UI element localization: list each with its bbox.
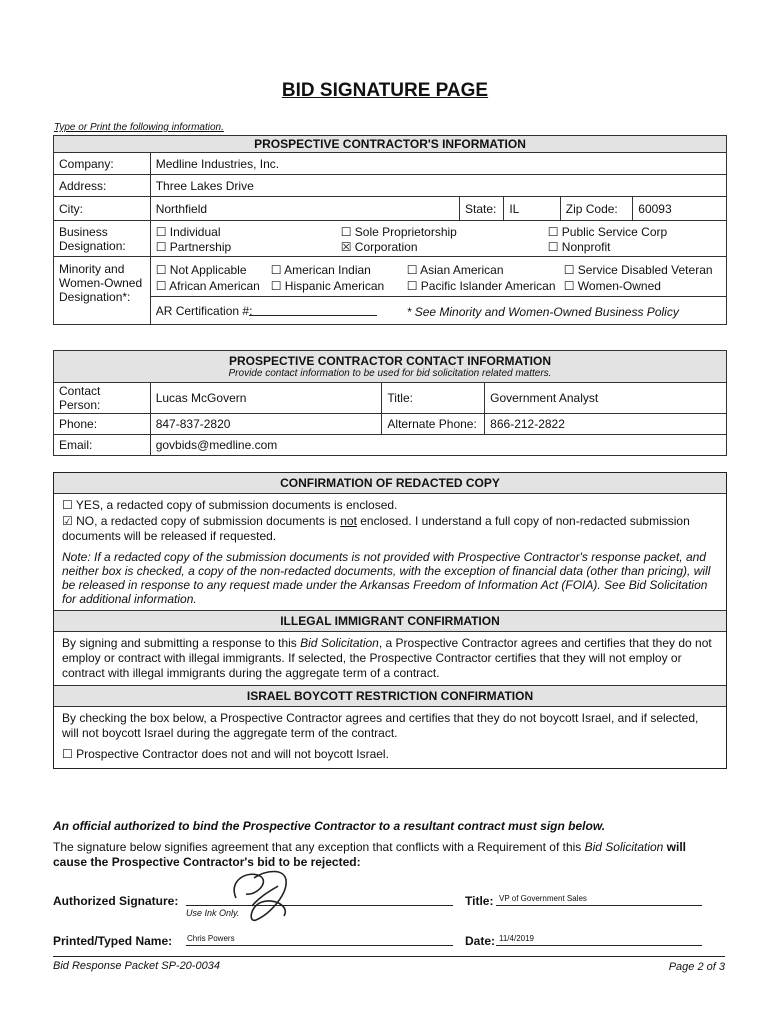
minority-designation-label: Minority and Women-Owned Designation*: bbox=[54, 257, 151, 325]
ar-certification-field[interactable] bbox=[249, 315, 377, 316]
contact-person-field[interactable]: Lucas McGovern bbox=[150, 383, 382, 414]
contractor-info-table bbox=[53, 135, 727, 325]
redacted-note: Note: If a redacted copy of the submission documents is not provided with Prospective Contractor's response packet, and neither box is checked, a copy of the non-redacted documents, with the exception of financial data (other than pricing), will be released in response to any request made under the Arkansas Freedom of Information Act (FOIA). See Bid Solicitation for additional information. bbox=[54, 548, 726, 611]
israel-boycott-text: By checking the box below, a Prospective Contractor agrees and certifies that they do not boycott Israel, and if selected, will not boycott Israel during the aggregate term of the contract. bbox=[62, 711, 699, 740]
email-label: Email: bbox=[54, 435, 151, 456]
contact-title-label: Title: bbox=[382, 383, 485, 414]
illegal-immigrant-header: ILLEGAL IMMIGRANT CONFIRMATION bbox=[54, 611, 726, 632]
option-nonprofit[interactable]: ☐ Nonprofit bbox=[547, 239, 611, 254]
policy-note: * See Minority and Women-Owned Business Policy bbox=[406, 304, 679, 319]
option-hispanic-american[interactable]: ☐ Hispanic American bbox=[270, 278, 385, 293]
city-field[interactable]: Northfield bbox=[150, 197, 459, 221]
city-label: City: bbox=[54, 197, 151, 221]
zip-field[interactable]: 60093 bbox=[633, 197, 727, 221]
contact-title-field[interactable]: Government Analyst bbox=[485, 383, 727, 414]
email-field[interactable]: govbids@medline.com bbox=[150, 435, 726, 456]
footer-page-number: Page 2 of 3 bbox=[668, 961, 725, 973]
option-pacific-islander[interactable]: ☐ Pacific Islander American bbox=[406, 278, 556, 293]
footer-left: Bid Response Packet SP-20-0034 bbox=[53, 960, 220, 972]
date-value: 11/4/2019 bbox=[499, 934, 534, 943]
redacted-yes-option[interactable]: ☐ YES, a redacted copy of submission documents is enclosed. bbox=[62, 498, 398, 512]
option-women-owned[interactable]: ☐ Women-Owned bbox=[563, 278, 661, 293]
instruction-text: Type or Print the following information. bbox=[54, 122, 224, 133]
option-sole-proprietorship[interactable]: ☐ Sole Proprietorship bbox=[340, 224, 457, 239]
confirmation-sections bbox=[53, 472, 727, 769]
title-label: Title: bbox=[465, 894, 494, 908]
address-field[interactable]: Three Lakes Drive bbox=[150, 175, 726, 197]
israel-boycott-checkbox[interactable]: ☐ Prospective Contractor does not and will not boycott Israel. bbox=[62, 747, 389, 761]
option-partnership[interactable]: ☐ Partnership bbox=[155, 239, 232, 254]
business-designation-label: Business Designation: bbox=[54, 221, 151, 257]
israel-boycott-header: ISRAEL BOYCOTT RESTRICTION CONFIRMATION bbox=[54, 686, 726, 707]
title-value: VP of Government Sales bbox=[499, 894, 587, 903]
illegal-immigrant-text: By signing and submitting a response to this Bid Solicitation, a Prospective Contractor agrees and certifies that they do not employ or contract with illegal immigrants. If selected, the Prospective Contractor certifies that they will not employ or contract with illegal immigrants during the aggregate term of a contract. bbox=[54, 632, 726, 686]
printed-name-value: Chris Powers bbox=[187, 934, 235, 943]
option-asian-american[interactable]: ☐ Asian American bbox=[406, 262, 504, 277]
company-field[interactable]: Medline Industries, Inc. bbox=[150, 153, 726, 175]
option-corporation[interactable]: ☒ Corporation bbox=[340, 239, 418, 254]
alternate-phone-label: Alternate Phone: bbox=[382, 414, 485, 435]
printed-name-label: Printed/Typed Name: bbox=[53, 934, 173, 948]
option-african-american[interactable]: ☐ African American bbox=[155, 278, 260, 293]
footer-rule bbox=[53, 956, 725, 957]
redacted-no-option[interactable]: ☑ NO, a redacted copy of submission documents is not enclosed. I understand a full copy of non-redacted submission documents will be released if requested. bbox=[62, 514, 690, 543]
option-individual[interactable]: ☐ Individual bbox=[155, 224, 221, 239]
contact-person-label: Contact Person: bbox=[54, 383, 151, 414]
contractor-info-header: PROSPECTIVE CONTRACTOR'S INFORMATION bbox=[54, 136, 727, 153]
option-service-disabled-veteran[interactable]: ☐ Service Disabled Veteran bbox=[563, 262, 713, 277]
ar-certification-label: AR Certification #: bbox=[155, 303, 253, 318]
authorized-signature-label: Authorized Signature: bbox=[53, 894, 179, 908]
printed-name-line[interactable] bbox=[186, 945, 453, 946]
redacted-copy-header: CONFIRMATION OF REDACTED COPY bbox=[54, 473, 726, 494]
phone-field[interactable]: 847-837-2820 bbox=[150, 414, 382, 435]
state-label: State: bbox=[460, 197, 504, 221]
contact-info-subheader: Provide contact information to be used for bid solicitation related matters. bbox=[228, 368, 552, 379]
option-american-indian[interactable]: ☐ American Indian bbox=[270, 262, 371, 277]
use-ink-note: Use Ink Only. bbox=[186, 908, 240, 918]
agreement-text: The signature below signifies agreement that any exception that conflicts with a Requirement of this Bid Solicitation will cause the Prospective Contractor's bid to be rejected: bbox=[53, 840, 687, 869]
company-label: Company: bbox=[54, 153, 151, 175]
state-field[interactable]: IL bbox=[504, 197, 560, 221]
page-title: BID SIGNATURE PAGE bbox=[281, 80, 489, 101]
contact-info-header: PROSPECTIVE CONTRACTOR CONTACT INFORMATION bbox=[229, 354, 551, 368]
title-line[interactable] bbox=[496, 905, 702, 906]
date-label: Date: bbox=[465, 934, 496, 948]
option-public-service-corp[interactable]: ☐ Public Service Corp bbox=[547, 224, 668, 239]
option-not-applicable[interactable]: ☐ Not Applicable bbox=[155, 262, 247, 277]
official-note: An official authorized to bind the Prospective Contractor to a resultant contract must sign below. bbox=[53, 819, 606, 833]
zip-label: Zip Code: bbox=[560, 197, 633, 221]
phone-label: Phone: bbox=[54, 414, 151, 435]
address-label: Address: bbox=[54, 175, 151, 197]
alternate-phone-field[interactable]: 866-212-2822 bbox=[485, 414, 727, 435]
date-line[interactable] bbox=[496, 945, 702, 946]
contact-info-table bbox=[53, 350, 727, 456]
